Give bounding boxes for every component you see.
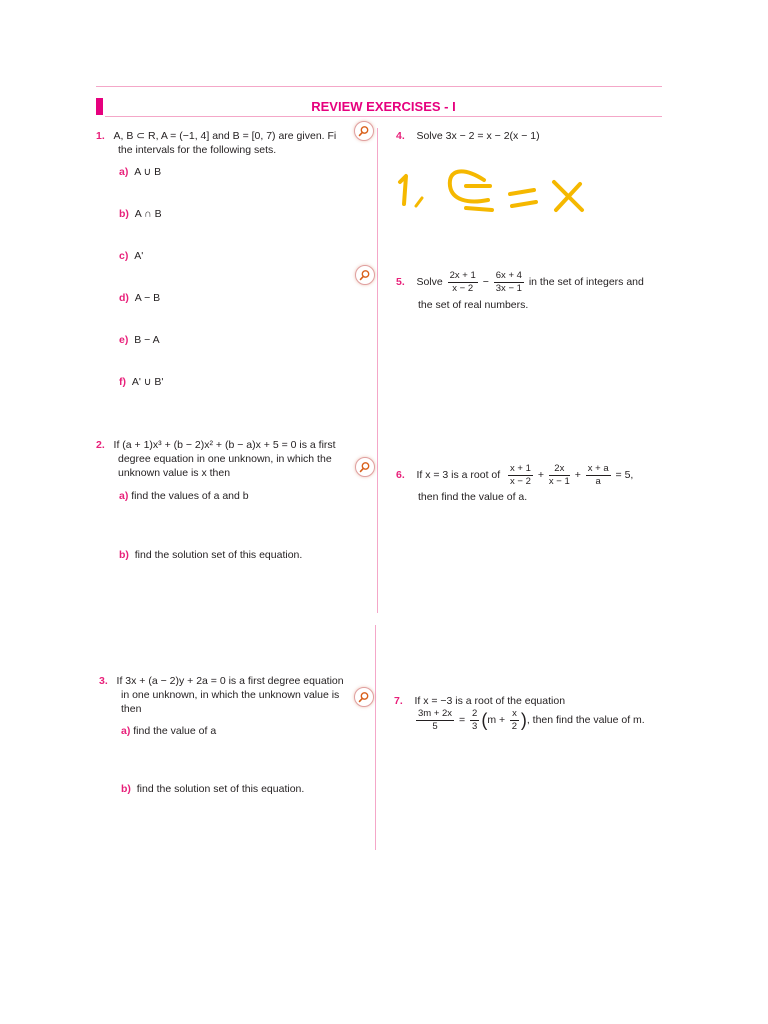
denominator: a — [595, 475, 601, 487]
question-3 — [99, 674, 344, 716]
question-6 — [396, 461, 633, 489]
question-text: in the set of integers and — [528, 276, 644, 288]
operator: − — [482, 276, 489, 288]
numerator: x — [512, 707, 517, 719]
expression: m + — [487, 714, 506, 726]
sub-label: a) — [121, 725, 131, 737]
sub-label: d) — [119, 292, 129, 304]
question-text: If 3x + (a − 2)y + 2a = 0 is a first degree equation — [116, 675, 344, 687]
question-text: then find the value of a. — [418, 491, 528, 503]
sub-label: a) — [119, 166, 129, 178]
question-2 — [96, 438, 336, 480]
column-divider-lower — [375, 625, 376, 850]
zoom-button[interactable] — [355, 265, 375, 285]
numerator: 6x + 4 — [495, 269, 522, 281]
numerator: 2 — [472, 707, 478, 719]
magnifier-icon — [359, 269, 371, 281]
fraction — [448, 270, 478, 295]
sub-text: A' — [134, 250, 144, 262]
subquestion-e — [119, 333, 160, 347]
magnifier-icon — [358, 125, 370, 137]
fraction — [586, 463, 611, 488]
question-text: in one unknown, in which the unknown value is — [121, 689, 340, 701]
zoom-button[interactable] — [354, 687, 374, 707]
denominator: 5 — [432, 720, 438, 732]
sub-text: A ∪ B — [134, 166, 162, 178]
numerator: x + 1 — [510, 462, 531, 474]
question-number: 5. — [396, 276, 405, 288]
magnifier-icon — [359, 461, 371, 473]
denominator: x − 2 — [510, 475, 531, 487]
denominator: 3x − 1 — [495, 282, 522, 294]
question-text: the intervals for the following sets. — [118, 144, 277, 156]
question-text: unknown value is x then — [118, 467, 231, 479]
question-number: 6. — [396, 469, 405, 481]
zoom-button[interactable] — [354, 121, 374, 141]
denominator: x − 2 — [452, 282, 474, 294]
handwritten-annotation — [392, 160, 592, 220]
subquestion-a — [119, 489, 249, 503]
fraction — [494, 270, 524, 295]
question-text: If x = −3 is a root of the equation — [414, 695, 566, 707]
numerator: 2x + 1 — [449, 269, 476, 281]
sub-label: a) — [119, 490, 129, 502]
question-number: 1. — [96, 130, 105, 142]
title-underline — [105, 116, 662, 117]
subquestion-b — [121, 782, 304, 796]
sub-label: b) — [119, 208, 129, 220]
denominator: 2 — [511, 720, 518, 732]
subquestion-f — [119, 375, 163, 389]
question-text: degree equation in one unknown, in which the — [118, 453, 332, 465]
sub-text: A' ∪ B' — [131, 376, 164, 388]
sub-text: find the solution set of this equation. — [136, 783, 305, 795]
fraction — [508, 463, 533, 488]
column-divider-upper — [377, 128, 378, 613]
subquestion-b — [119, 207, 162, 221]
sub-text: find the solution set of this equation. — [134, 549, 303, 561]
operator: + — [537, 469, 544, 481]
question-text: Solve 3x − 2 = x − 2(x − 1) — [416, 130, 540, 142]
question-text: If x = 3 is a root of — [416, 469, 501, 481]
numerator: 3m + 2x — [418, 707, 453, 719]
question-text: A, B ⊂ R, A = (−1, 4] and B = [0, 7) are given. Fi — [113, 130, 337, 142]
sub-text: B − A — [134, 334, 160, 346]
question-1 — [96, 129, 336, 157]
question-text: Solve — [416, 276, 443, 288]
question-text: If (a + 1)x³ + (b − 2)x² + (b − a)x + 5 = 0 is a first — [113, 439, 336, 451]
paren: ) — [520, 710, 527, 731]
question-number: 4. — [396, 130, 405, 142]
sub-label: f) — [119, 376, 126, 388]
operator: = — [458, 714, 466, 726]
operator: + — [574, 469, 581, 481]
sub-text: A ∩ B — [134, 208, 162, 220]
denominator: 3 — [472, 720, 478, 732]
question-number: 7. — [394, 695, 403, 707]
title-accent-bar — [96, 98, 103, 115]
question-5 — [396, 268, 644, 296]
denominator: x − 1 — [548, 475, 570, 487]
fraction — [549, 463, 570, 488]
sub-text: find the values of a and b — [131, 490, 249, 502]
subquestion-d — [119, 291, 160, 305]
sub-text: find the value of a — [133, 725, 217, 737]
top-rule — [96, 86, 662, 87]
question-4 — [396, 129, 540, 143]
sub-label: c) — [119, 250, 129, 262]
sub-label: b) — [121, 783, 131, 795]
fraction — [470, 708, 479, 733]
question-text: the set of real numbers. — [418, 299, 529, 311]
paren: ( — [481, 710, 488, 731]
subquestion-a — [119, 165, 161, 179]
subquestion-b — [119, 548, 302, 562]
question-number: 2. — [96, 439, 105, 451]
sub-text: A − B — [134, 292, 161, 304]
question-text: then — [121, 703, 142, 715]
subquestion-c — [119, 249, 143, 263]
fraction — [510, 708, 519, 733]
question-7-equation — [414, 706, 645, 734]
question-number: 3. — [99, 675, 108, 687]
sub-label: e) — [119, 334, 129, 346]
subquestion-a — [121, 724, 216, 738]
operator: = 5, — [615, 469, 634, 481]
numerator: 2x — [549, 463, 570, 476]
sub-label: b) — [119, 549, 129, 561]
zoom-button[interactable] — [355, 457, 375, 477]
fraction — [416, 708, 454, 733]
question-text: , then find the value of m. — [526, 714, 645, 726]
magnifier-icon — [358, 691, 370, 703]
page-title: REVIEW EXERCISES - I — [311, 99, 456, 114]
numerator: x + a — [587, 462, 609, 474]
